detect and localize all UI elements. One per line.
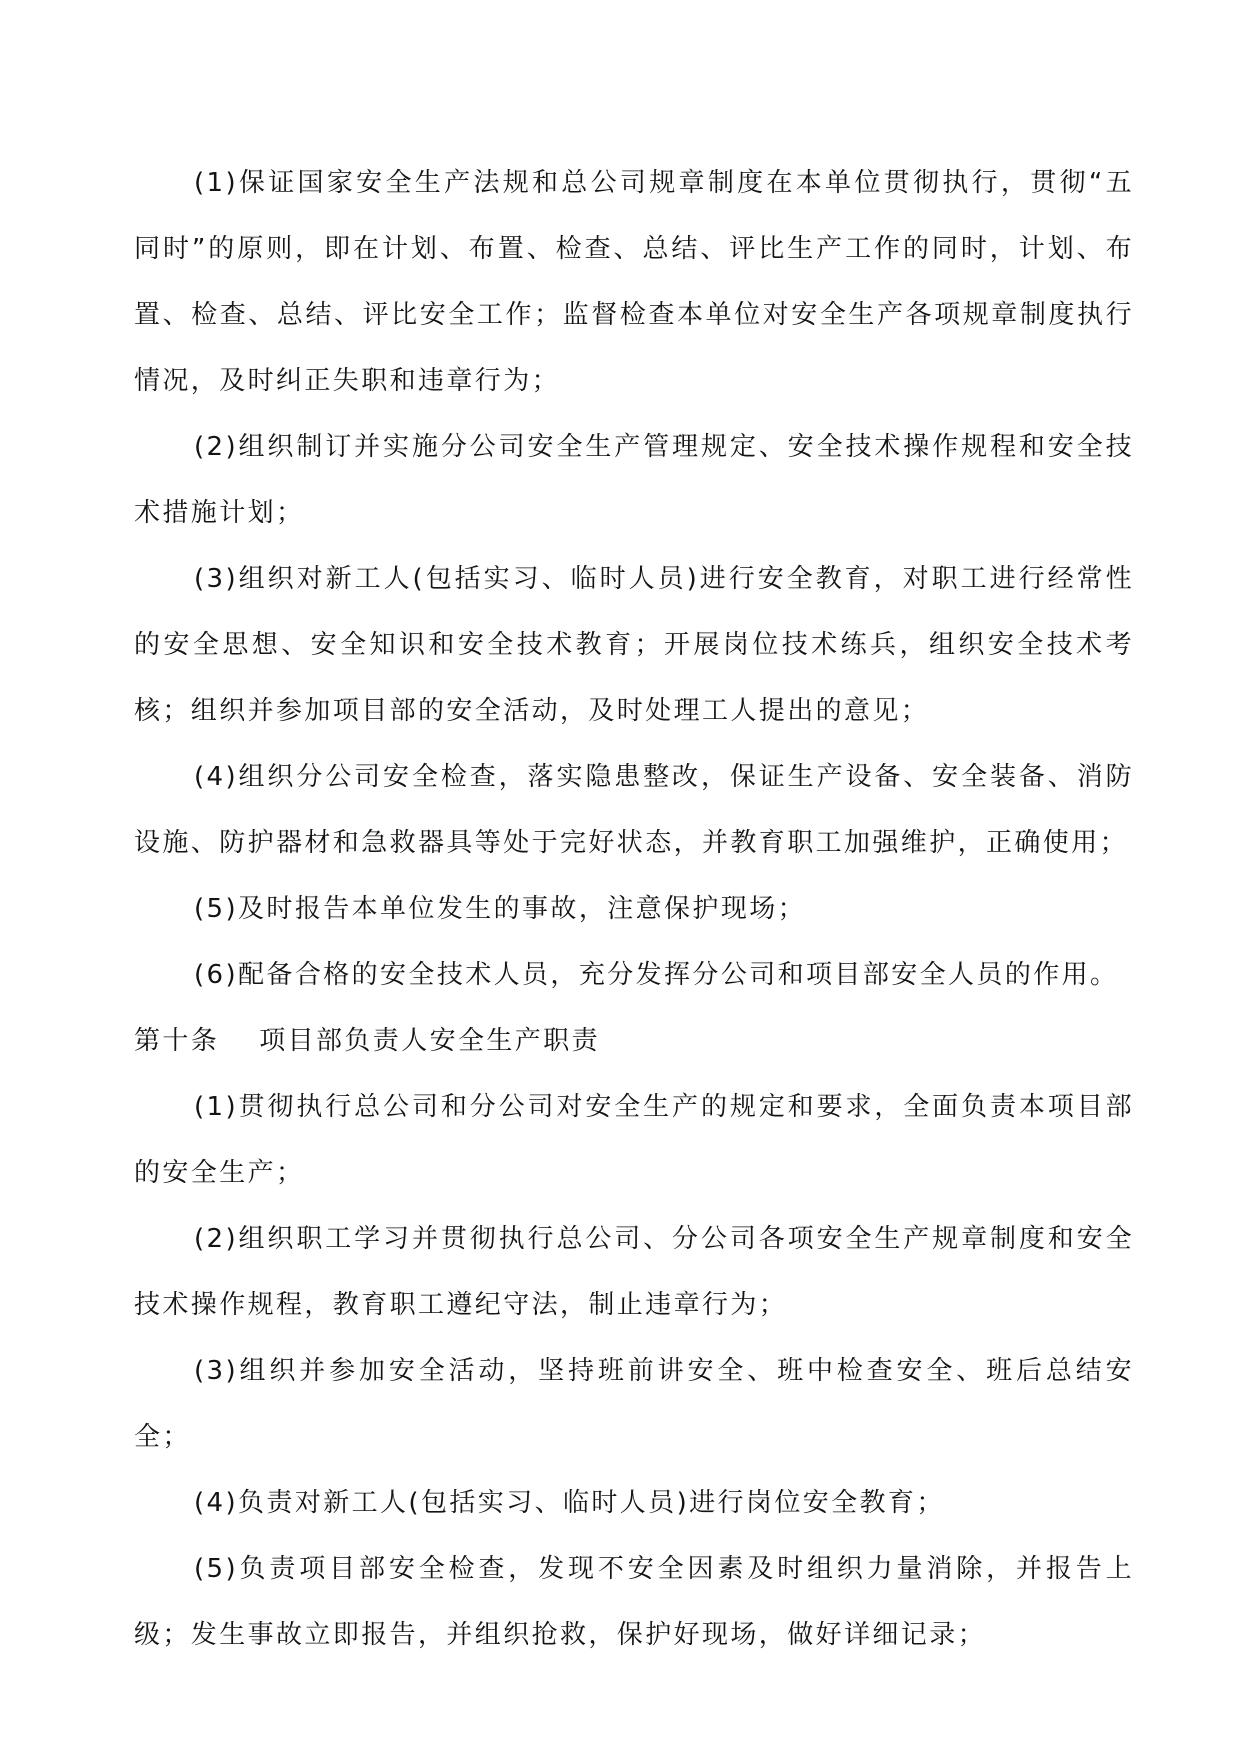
document-body bbox=[134, 150, 1134, 1668]
article-title: 项目部负责人安全生产职责 bbox=[259, 1026, 601, 1056]
project-duty-item-1: (1)贯彻执行总公司和分公司对安全生产的规定和要求，全面负责本项目部的安全生产； bbox=[134, 1092, 1134, 1188]
project-duty-item-3: (3)组织并参加安全活动，坚持班前讲安全、班中检查安全、班后总结安全； bbox=[134, 1356, 1134, 1452]
duty-item-6: (6)配备合格的安全技术人员，充分发挥分公司和项目部安全人员的作用。 bbox=[194, 960, 1119, 990]
duty-item-2: (2)组织制订并实施分公司安全生产管理规定、安全技术操作规程和安全技术措施计划； bbox=[134, 432, 1134, 528]
duty-item-5: (5)及时报告本单位发生的事故，注意保护现场； bbox=[194, 894, 807, 924]
duty-item-1: (1)保证国家安全生产法规和总公司规章制度在本单位贯彻执行，贯彻“五同时”的原则，即在计划、布置、检查、总结、评比生产工作的同时，计划、布置、检查、总结、评比安全工作；监督检查本单位对安全生产各项规章制度执行情况，及时纠正失职和违章行为； bbox=[134, 168, 1134, 396]
article-number: 第十条 bbox=[134, 1026, 220, 1056]
project-duty-item-2: (2)组织职工学习并贯彻执行总公司、分公司各项安全生产规章制度和安全技术操作规程，教育职工遵纪守法，制止违章行为； bbox=[134, 1224, 1134, 1320]
project-duty-item-5: (5)负责项目部安全检查，发现不安全因素及时组织力量消除，并报告上级；发生事故立即报告，并组织抢救，保护好现场，做好详细记录； bbox=[134, 1554, 1134, 1650]
duty-item-4: (4)组织分公司安全检查，落实隐患整改，保证生产设备、安全装备、消防设施、防护器材和急救器具等处于完好状态，并教育职工加强维护，正确使用； bbox=[134, 762, 1134, 858]
project-duty-item-4: (4)负责对新工人(包括实习、临时人员)进行岗位安全教育； bbox=[194, 1488, 945, 1518]
duty-item-3: (3)组织对新工人(包括实习、临时人员)进行安全教育，对职工进行经常性的安全思想、安全知识和安全技术教育；开展岗位技术练兵，组织安全技术考核；组织并参加项目部的安全活动，及时处理工人提出的意见； bbox=[134, 564, 1134, 726]
article-heading bbox=[134, 1008, 1134, 1074]
